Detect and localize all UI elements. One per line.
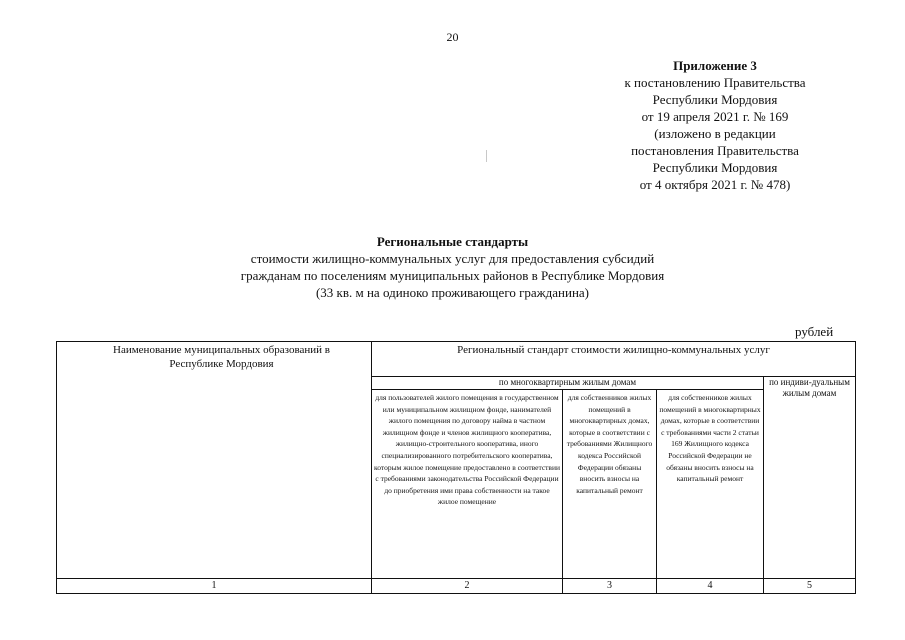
- page-number: 20: [446, 30, 459, 44]
- group-header: Региональный стандарт стоимости жилищно-коммунальных услуг: [372, 342, 856, 377]
- col-municipality-header: Наименование муниципальных образований в Республике Мордовия: [57, 342, 372, 579]
- document-title-block: [150, 233, 755, 301]
- standards-table: [56, 341, 856, 594]
- appendix-title: Приложение 3: [673, 58, 757, 73]
- appendix-line: постановления Правительства: [631, 143, 799, 158]
- appendix-line: от 19 апреля 2021 г. № 169: [641, 109, 789, 124]
- appendix-line: Республики Мордовия: [652, 160, 778, 175]
- individual-houses-header: по индиви-дуальным жилым домам: [764, 377, 856, 579]
- column-number: 2: [372, 579, 563, 594]
- appendix-line: (изложено в редакции: [654, 126, 776, 141]
- col-owners-obliged-header: для собственников жилых помещений в многоквартирных домах, которые в соответствии с требованиями Жилищного кодекса Российской Федерации обязаны вносить взносы на капитальный ремонт: [563, 390, 657, 579]
- column-number: 3: [563, 579, 657, 594]
- column-number: 1: [57, 579, 372, 594]
- document-subtitle-line: (33 кв. м на одиноко проживающего гражданина): [315, 285, 590, 300]
- appendix-line: к постановлению Правительства: [624, 75, 806, 90]
- appendix-line: от 4 октября 2021 г. № 478): [639, 177, 791, 192]
- multi-apartment-header: по многоквартирным жилым домам: [372, 377, 764, 390]
- document-subtitle-line: гражданам по поселениям муниципальных районов в Республике Мордовия: [240, 268, 665, 283]
- column-number: 5: [764, 579, 856, 594]
- col-users-header: для пользователей жилого помещения в государственном или муниципальном жилищном фонде, нанимателей жилого помещения по договору найма в частном жилищном фонде и членов жилищного кооператива, жилищно-строительного кооператива, иного специализированного потребительского кооператива, которым жилое помещение предоставлено в соответствии с требованиями законодательства Российской Федерации до приобретения ими права собственности на такое жилое помещение: [372, 390, 563, 579]
- appendix-line: Республики Мордовия: [652, 92, 778, 107]
- column-number: 4: [657, 579, 764, 594]
- units-label: рублей: [795, 324, 834, 339]
- scan-artifact: [486, 150, 487, 162]
- document-subtitle-line: стоимости жилищно-коммунальных услуг для предоставления субсидий: [250, 251, 655, 266]
- col-owners-exempt-header: для собственников жилых помещений в многоквартирных домах, которые в соответствии с требованиями части 2 статьи 169 Жилищного кодекса Российской Федерации не обязаны вносить взносы на капитальный ремонт: [657, 390, 764, 579]
- appendix-block: [590, 57, 840, 193]
- document-heading: Региональные стандарты: [376, 234, 529, 249]
